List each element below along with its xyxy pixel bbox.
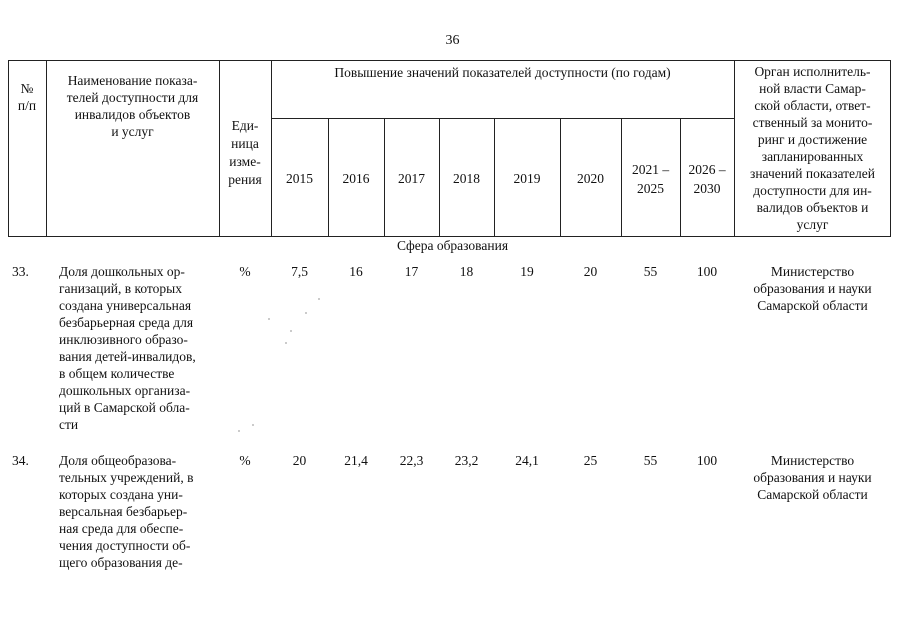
row-33-value-2026-2030: 100 xyxy=(696,264,718,279)
row-34-value-2026-2030: 100 xyxy=(696,453,718,468)
row-33-authority: Министерство образования и науки Самарской области xyxy=(753,264,872,313)
row-34-value-2018: 23,2 xyxy=(454,453,479,468)
header-authority: Орган исполнитель- ной власти Самар- ской области, ответ- ственный за монито- ринг и достижение запланированных значений показателей доступности для ин- валидов объектов и услуг xyxy=(750,64,875,232)
row-33-value-2019: 19 xyxy=(520,264,534,279)
row-33-name: Доля дошкольных ор- ганизаций, в которых создана универсальная безбарьерная среда для инклюзивного образо- вания детей-инвалидов, в общем количестве дошкольных организа- ций в Самарской обла- сти xyxy=(59,264,196,432)
col-divider xyxy=(734,60,735,236)
header-year-2015: 2015 xyxy=(286,171,313,186)
row-33-value-2016: 16 xyxy=(349,264,363,279)
header-unit: Еди- ница изме- рения xyxy=(228,118,262,187)
row-34-value-2015: 20 xyxy=(292,453,307,468)
row-34-num: 34. xyxy=(12,453,29,468)
scan-speck xyxy=(252,424,254,426)
row-34-name: Доля общеобразова- тельных учреждений, в которых создана уни- версальная безбарьер- ная среда для обеспе- чения доступности об- щего образования де- xyxy=(59,453,194,570)
page-number: 36 xyxy=(445,33,460,48)
row-33-value-2020: 20 xyxy=(583,264,598,279)
row-34-value-2016: 21,4 xyxy=(344,453,368,468)
header-num: № п/п xyxy=(17,81,37,113)
row-34-authority: Министерство образования и науки Самарской области xyxy=(753,453,872,502)
header-year-2026-2030: 2026 – 2030 xyxy=(688,162,726,196)
table-top-border xyxy=(8,60,891,61)
header-year-2019: 2019 xyxy=(513,171,541,186)
header-year-2016: 2016 xyxy=(342,171,370,186)
row-33-value-2017: 17 xyxy=(404,264,419,279)
scan-speck xyxy=(318,298,320,300)
table-right-border xyxy=(890,60,891,236)
table-header-bottom-border xyxy=(8,236,891,237)
header-year-2020: 2020 xyxy=(577,171,604,186)
scan-speck xyxy=(305,312,307,314)
header-name: Наименование показа- телей доступности для инвалидов объектов и услуг xyxy=(66,73,199,139)
header-year-2021-2025: 2021 – 2025 xyxy=(631,162,670,196)
scan-speck xyxy=(290,330,292,332)
scan-speck xyxy=(238,430,240,432)
row-33-value-2021-2025: 55 xyxy=(643,264,658,279)
years-subheader-border xyxy=(271,118,734,119)
row-33-value-2015: 7,5 xyxy=(291,264,308,279)
row-34-value-2017: 22,3 xyxy=(399,453,424,468)
row-33-value-2018: 18 xyxy=(459,264,474,279)
row-34-value-2019: 24,1 xyxy=(515,453,539,468)
header-year-2017: 2017 xyxy=(398,171,425,186)
header-year-2018: 2018 xyxy=(453,171,480,186)
header-increase: Повышение значений показателей доступности (по годам) xyxy=(334,65,671,80)
scan-speck xyxy=(285,342,287,344)
row-33-unit: % xyxy=(239,264,251,279)
col-divider xyxy=(271,60,272,236)
row-33-num: 33. xyxy=(12,264,29,279)
scan-speck xyxy=(268,318,270,320)
row-34-unit: % xyxy=(239,453,251,468)
row-34-value-2021-2025: 55 xyxy=(643,453,658,468)
section-title: Сфера образования xyxy=(396,238,509,253)
row-34-value-2020: 25 xyxy=(583,453,598,468)
